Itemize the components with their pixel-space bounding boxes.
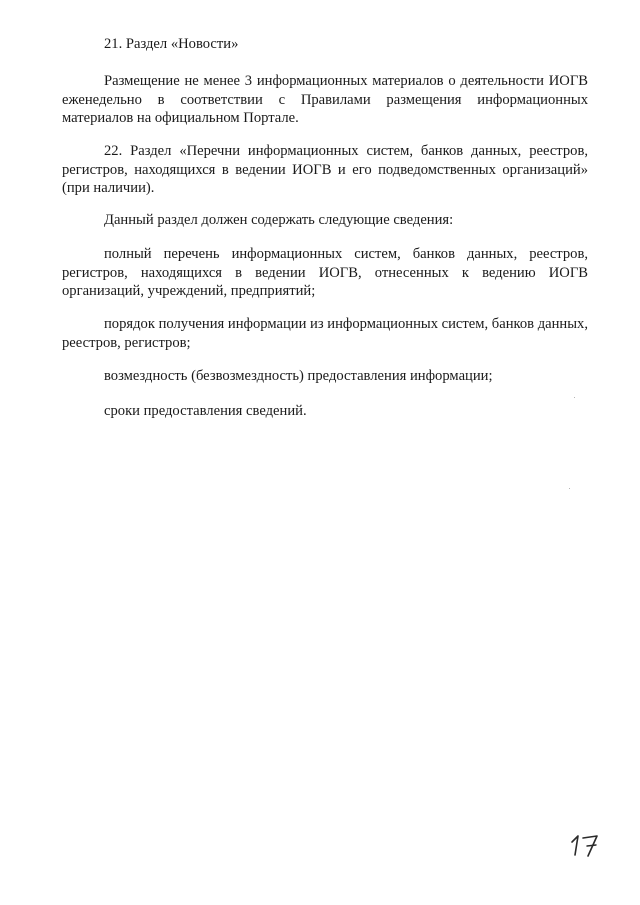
section-21-paragraph: Размещение не менее 3 информационных материалов о деятельности ИОГВ еженедельно в соответствии с Правилами размещения информационных материалов на официальном Портале. bbox=[62, 73, 588, 126]
scan-artifact bbox=[569, 488, 570, 489]
handwritten-page-number bbox=[566, 830, 606, 858]
list-item-systems-list: полный перечень информационных систем, банков данных, реестров, регистров, находящихся в ведении ИОГВ, отнесенных к ведению ИОГВ организаций, учреждений, предприятий; bbox=[62, 246, 588, 299]
list-item-payment-terms: возмездность (безвозмездность) предоставления информации; bbox=[104, 368, 493, 384]
section-22-intro: Данный раздел должен содержать следующие сведения: bbox=[104, 212, 454, 228]
section-22-heading: 22. Раздел «Перечни информационных систем, банков данных, реестров, регистров, находящихся в ведении ИОГВ и его подведомственных организаций» (при наличии). bbox=[62, 143, 588, 196]
handwritten-page-number-drawing bbox=[566, 830, 606, 858]
scan-artifact bbox=[574, 397, 575, 398]
list-item-deadlines: сроки предоставления сведений. bbox=[104, 403, 307, 419]
list-item-access-procedure: порядок получения информации из информационных систем, банков данных, реестров, регистров; bbox=[62, 316, 588, 351]
section-21-heading: 21. Раздел «Новости» bbox=[104, 36, 239, 52]
